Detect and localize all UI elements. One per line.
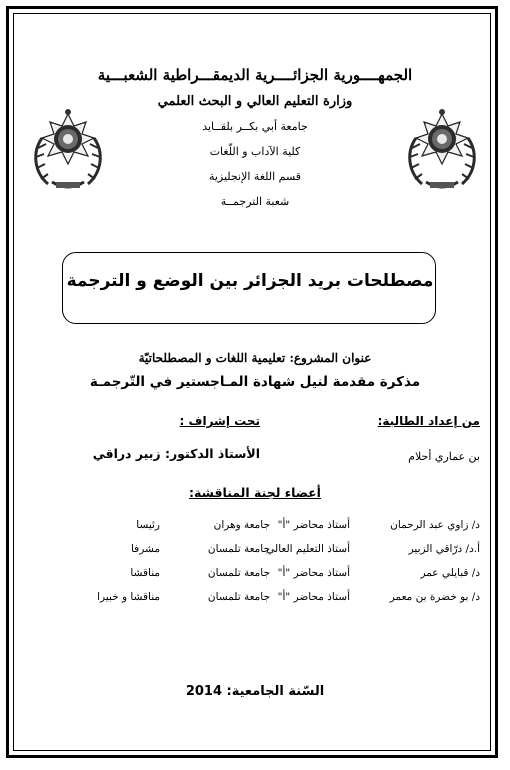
member-role: مشرفا xyxy=(130,543,160,555)
committee-row xyxy=(80,543,480,561)
member-role: رئيسا xyxy=(136,519,160,531)
member-name: د/ قبايلي عمر xyxy=(420,567,480,579)
member-rank: أستاذ محاضر "أ" xyxy=(277,519,350,531)
supervisor-heading: تحت إشراف : xyxy=(179,414,260,428)
university-emblem-left xyxy=(28,108,108,194)
project-label: عنوان المشروع: تعليمية اللغات و المصطلحاتيّة xyxy=(138,351,372,365)
republic-line: الجمهــــورية الجزائــــرية الديمقـــراطية الشعبـــية xyxy=(97,66,413,84)
university-line: جامعة أبي بكــر بلقــايد xyxy=(202,120,308,133)
committee-heading: أعضاء لجنة المناقشة: xyxy=(189,485,321,500)
university-emblem-right xyxy=(402,108,482,194)
supervisor-name: الأستاذ الدكتور: زبير دراقي xyxy=(92,446,260,461)
member-role: مناقشا xyxy=(130,567,160,579)
faculty-line: كلية الآداب و اللّغات xyxy=(209,145,301,158)
thesis-title-box xyxy=(62,252,436,324)
department-line: قسم اللغة الإنجليزية xyxy=(208,170,302,183)
academic-year: السّنة الجامعية: 2014 xyxy=(185,684,325,699)
student-heading: من إعداد الطالبة: xyxy=(377,414,480,428)
member-rank: أستاذ محاضر "أ" xyxy=(277,591,350,603)
degree-line: مذكرة مقدمة لنيل شهادة المـاجستير في التّرجمـة xyxy=(89,374,421,390)
member-name: د/ زاوي عبد الرحمان xyxy=(390,519,480,531)
member-rank: أستاذ التعليم العالي xyxy=(266,543,350,555)
member-rank: أستاذ محاضر "أ" xyxy=(277,567,350,579)
branch-line: شعبة الترجمــة xyxy=(220,195,290,208)
member-role: مناقشا و خبيرا xyxy=(97,591,160,603)
committee-row xyxy=(80,591,480,609)
member-university: جامعة تلمسان xyxy=(207,567,270,579)
member-university: جامعة تلمسان xyxy=(207,543,270,555)
member-university: جامعة وهران xyxy=(213,519,270,531)
thesis-title: مصطلحات بريد الجزائر بين الوضع و الترجمة xyxy=(66,271,434,291)
ministry-line: وزارة التعليم العالي و البحث العلمي xyxy=(157,94,353,109)
member-name: د/ بو خضرة بن معمر xyxy=(389,591,480,603)
member-name: أ.د/ درّاقي الزبير xyxy=(408,543,480,555)
committee-row xyxy=(80,519,480,537)
committee-row xyxy=(80,567,480,585)
member-university: جامعة تلمسان xyxy=(207,591,270,603)
student-name: بن عماري أحلام xyxy=(408,450,480,463)
